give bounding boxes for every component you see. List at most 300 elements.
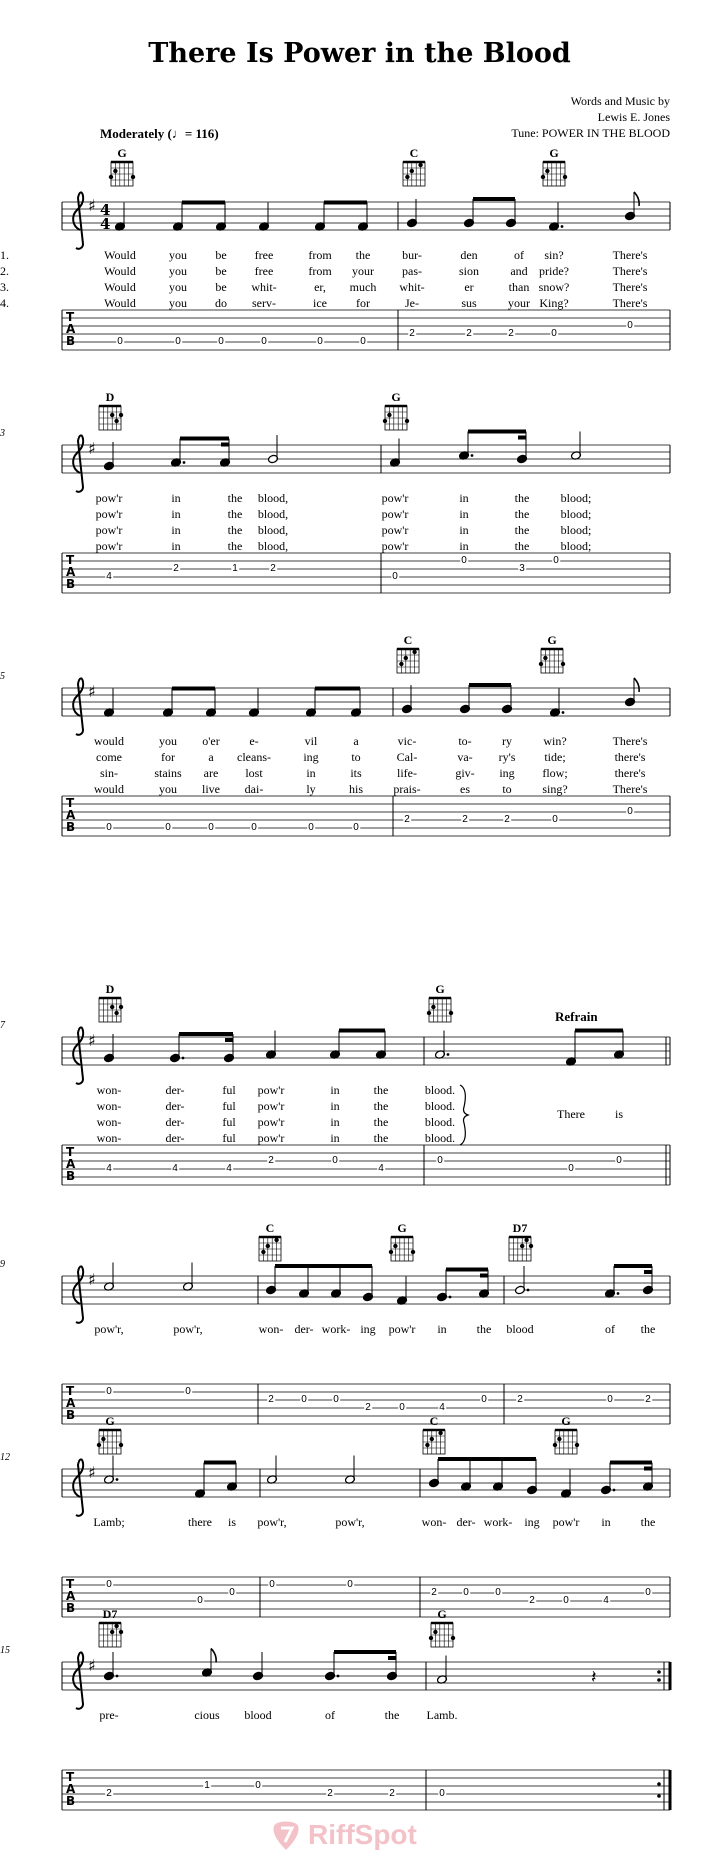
lyric-syllable: there's <box>614 750 646 764</box>
lyric-syllable: the <box>227 491 243 505</box>
lyric-syllable: the <box>227 523 243 537</box>
tab-fret-number: 2 <box>270 563 276 574</box>
lyric-syllable: ful <box>222 1115 236 1129</box>
lyric-syllable: There's <box>612 782 648 796</box>
lyric-syllable: of <box>514 248 524 262</box>
tab-fret-number: 2 <box>173 563 179 574</box>
tab-fret-number: 0 <box>551 328 557 339</box>
chord-finger-dot <box>520 1244 524 1248</box>
chord-finger-dot <box>274 1238 278 1242</box>
tab-label: B <box>66 820 76 834</box>
tab-fret-number: 0 <box>208 822 214 833</box>
lyric-syllable: pow'r <box>388 1322 416 1336</box>
chord-finger-dot <box>561 662 565 666</box>
lyric-syllable: won- <box>96 1131 122 1145</box>
chord-finger-dot <box>438 1431 442 1435</box>
lyric-syllable: would <box>94 734 124 748</box>
chord-finger-dot <box>399 662 403 666</box>
chord-finger-dot <box>543 656 547 660</box>
treble-clef-icon <box>73 435 83 491</box>
verse-number: 2. <box>0 264 9 278</box>
note-dot <box>183 461 186 464</box>
lyric-syllable: in <box>171 491 181 505</box>
lyric-syllable: from <box>308 264 332 278</box>
chord-name: G <box>397 1221 407 1235</box>
tab-fret-number: 2 <box>106 1788 112 1799</box>
time-signature-top: 4 <box>100 201 111 219</box>
lyric-syllable: ry's <box>498 750 516 764</box>
measure-number: 15 <box>0 1645 10 1656</box>
measure-number: 12 <box>0 1452 10 1463</box>
lyric-syllable: There's <box>612 264 648 278</box>
lyric-syllable: the <box>227 539 243 553</box>
lyric-syllable: ing <box>499 766 515 780</box>
lyric-syllable: in <box>459 507 469 521</box>
tab-label: A <box>66 1589 76 1603</box>
credit-line-2: Lewis E. Jones <box>597 110 670 124</box>
chord-finger-dot <box>131 175 135 179</box>
lyric-syllable: der- <box>165 1083 185 1097</box>
lyric-syllable: win? <box>543 734 567 748</box>
tab-label: A <box>66 1157 76 1171</box>
tab-fret-number: 0 <box>645 1587 651 1598</box>
lyric-syllable: There's <box>612 734 648 748</box>
chord-finger-dot <box>387 413 391 417</box>
chord-finger-dot <box>539 662 543 666</box>
chord-finger-dot <box>393 1244 397 1248</box>
lyric-syllable: you <box>169 264 187 278</box>
lyric-syllable: Cal- <box>396 750 418 764</box>
lyric-syllable: blood; <box>560 523 592 537</box>
lyric-syllable: pow'r <box>257 1099 285 1113</box>
lyric-syllable: in <box>330 1083 340 1097</box>
lyric-syllable: be <box>215 264 227 278</box>
lyric-syllable: the <box>640 1322 656 1336</box>
key-signature-sharp: ♯ <box>88 1270 96 1289</box>
tab-fret-number: 0 <box>568 1163 574 1174</box>
tab-label: A <box>66 1396 76 1410</box>
lyric-syllable: would <box>94 782 124 796</box>
lyric-syllable: in <box>330 1131 340 1145</box>
chord-finger-dot <box>113 169 117 173</box>
tab-fret-number: 2 <box>529 1595 535 1606</box>
chord-finger-dot <box>114 1624 118 1628</box>
chord-finger-dot <box>119 1443 123 1447</box>
tab-label: A <box>66 565 76 579</box>
treble-clef-icon <box>73 1652 83 1708</box>
lyric-syllable: pre- <box>99 1708 119 1722</box>
treble-clef-icon <box>73 192 83 248</box>
repeat-dot <box>657 1782 661 1786</box>
lyric-syllable: e- <box>249 734 259 748</box>
note-flag <box>634 192 639 206</box>
lyric-syllable: pow'r <box>381 507 409 521</box>
tab-fret-number: 2 <box>409 328 415 339</box>
tempo-bpm: = 116 <box>184 126 215 141</box>
chord-name: G <box>437 1607 447 1621</box>
lyric-syllable: pow'r <box>95 491 123 505</box>
lyric-syllable: in <box>171 539 181 553</box>
note-dot <box>562 711 565 714</box>
tab-fret-number: 0 <box>461 555 467 566</box>
lyric-syllable: pow'r <box>95 539 123 553</box>
note-dot <box>527 1289 530 1292</box>
chord-finger-dot <box>575 1443 579 1447</box>
note-dot <box>613 1489 616 1492</box>
lyric-syllable: cleans- <box>237 750 271 764</box>
tab-fret-number: 2 <box>431 1587 437 1598</box>
lyric-syllable: in <box>601 1515 611 1529</box>
chord-finger-dot <box>412 650 416 654</box>
lyric-syllable: pow'r <box>552 1515 580 1529</box>
lyric-syllable: in <box>459 539 469 553</box>
measure-number: 5 <box>0 671 5 682</box>
key-signature-sharp: ♯ <box>88 439 96 458</box>
lyric-syllable: be <box>215 248 227 262</box>
lyric-syllable: the <box>514 523 530 537</box>
tab-fret-number: 0 <box>353 822 359 833</box>
lyric-syllable: whit- <box>251 280 277 294</box>
lyric-syllable: blood. <box>424 1115 456 1129</box>
lyric-syllable: Je- <box>405 296 419 310</box>
tab-fret-number: 0 <box>360 336 366 347</box>
lyric-syllable: Would <box>104 264 136 278</box>
chord-name: G <box>561 1414 571 1428</box>
chord-finger-dot <box>114 419 118 423</box>
measure-number: 3 <box>0 428 5 439</box>
lyric-syllable: pow'r, <box>94 1322 124 1336</box>
tab-fret-number: 0 <box>332 1155 338 1166</box>
tab-fret-number: 0 <box>481 1394 487 1405</box>
lyric-syllable: Would <box>104 280 136 294</box>
lyric-syllable: dai- <box>244 782 264 796</box>
tab-fret-number: 2 <box>389 1788 395 1799</box>
chord-finger-dot <box>110 413 114 417</box>
chord-name: C <box>265 1221 275 1235</box>
lyric-syllable: flow; <box>542 766 568 780</box>
lyric-syllable: King? <box>539 296 569 310</box>
lyric-syllable: tide; <box>544 750 566 764</box>
lyric-syllable: life- <box>397 766 417 780</box>
note-dot <box>116 1675 119 1678</box>
tab-fret-number: 2 <box>404 814 410 825</box>
lyric-syllable: er, <box>314 280 326 294</box>
lyric-syllable: There's <box>612 296 648 310</box>
lyric-syllable: pow'r, <box>335 1515 365 1529</box>
lyric-syllable: ful <box>222 1131 236 1145</box>
tab-fret-number: 0 <box>552 814 558 825</box>
key-signature-sharp: ♯ <box>88 196 96 215</box>
chord-name: G <box>391 390 401 404</box>
lyric-syllable: va- <box>457 750 473 764</box>
chord-finger-dot <box>529 1244 533 1248</box>
tab-fret-number: 0 <box>563 1595 569 1606</box>
tab-fret-number: 4 <box>106 1163 112 1174</box>
lyric-syllable: is <box>614 1107 624 1121</box>
tab-fret-number: 0 <box>106 1579 112 1590</box>
chord-finger-dot <box>524 1238 528 1242</box>
lyric-syllable: stains <box>154 766 182 780</box>
lyric-syllable: is <box>227 1515 237 1529</box>
note-flag <box>211 1649 216 1663</box>
lyric-syllable: ing <box>524 1515 540 1529</box>
tab-fret-number: 3 <box>519 563 525 574</box>
lyric-syllable: the <box>227 507 243 521</box>
lyric-syllable: pow'r <box>257 1131 285 1145</box>
lyric-syllable: er <box>464 280 474 294</box>
lyric-syllable: the <box>514 507 530 521</box>
lyric-syllable: free <box>254 264 274 278</box>
lyric-syllable: a <box>353 734 359 748</box>
chord-name: D <box>105 390 115 404</box>
lyric-syllable: you <box>159 734 177 748</box>
lyric-syllable: sin? <box>544 248 564 262</box>
lyric-syllable: pas- <box>402 264 422 278</box>
lyric-syllable: Would <box>104 248 136 262</box>
lyric-syllable: lost <box>245 766 263 780</box>
tab-label: T <box>66 553 75 567</box>
lyric-syllable: won- <box>96 1099 122 1113</box>
lyric-syllable: der- <box>165 1115 185 1129</box>
lyric-syllable: bur- <box>402 248 422 262</box>
chord-finger-dot <box>449 1011 453 1015</box>
tab-fret-number: 2 <box>268 1155 274 1166</box>
lyric-syllable: in <box>459 523 469 537</box>
lyric-syllable: you <box>159 782 177 796</box>
lyric-syllable: ful <box>222 1099 236 1113</box>
chord-finger-dot <box>418 163 422 167</box>
tempo-label: Moderately <box>100 126 165 141</box>
tab-fret-number: 1 <box>232 563 238 574</box>
verse-number: 1. <box>0 248 9 262</box>
lyric-syllable: the <box>373 1083 389 1097</box>
key-signature-sharp: ♯ <box>88 1031 96 1050</box>
lyric-syllable: pow'r, <box>257 1515 287 1529</box>
chord-finger-dot <box>266 1244 270 1248</box>
riffspot-logo <box>270 1818 417 1852</box>
lyric-syllable: won- <box>421 1515 447 1529</box>
guitar-pick-icon <box>270 1818 302 1852</box>
tab-fret-number: 0 <box>106 822 112 833</box>
lyric-syllable: sion <box>458 264 480 278</box>
lyric-syllable: are <box>203 766 219 780</box>
lyric-syllable: Would <box>104 296 136 310</box>
tab-label: B <box>66 1601 76 1615</box>
lyric-syllable: den <box>460 248 478 262</box>
tab-label: B <box>66 577 76 591</box>
tab-label: T <box>66 1145 75 1159</box>
chord-finger-dot <box>114 1011 118 1015</box>
lyric-syllable: live <box>202 782 220 796</box>
tab-fret-number: 0 <box>269 1579 275 1590</box>
tab-fret-number: 2 <box>517 1394 523 1405</box>
lyric-syllable: won- <box>258 1322 284 1336</box>
chord-finger-dot <box>101 1437 105 1441</box>
measure-number: 9 <box>0 1259 5 1270</box>
lyric-syllable: blood, <box>257 523 289 537</box>
lyric-syllable: to- <box>458 734 472 748</box>
lyric-syllable: to <box>351 750 361 764</box>
chord-finger-dot <box>410 169 414 173</box>
chord-finger-dot <box>261 1250 265 1254</box>
chord-name: C <box>429 1414 439 1428</box>
lyric-syllable: ing <box>303 750 319 764</box>
lyric-syllable: in <box>306 766 316 780</box>
time-signature-bottom: 4 <box>100 215 111 233</box>
tab-label: T <box>66 796 75 810</box>
lyric-syllable: the <box>640 1515 656 1529</box>
lyric-syllable: do <box>215 296 227 310</box>
lyric-syllable: blood <box>506 1322 534 1336</box>
chord-name: G <box>549 146 559 160</box>
lyric-syllable: the <box>476 1322 492 1336</box>
lyric-syllable: giv- <box>455 766 475 780</box>
chord-name: D7 <box>512 1221 528 1235</box>
lyric-syllable: in <box>437 1322 447 1336</box>
refrain-label: Refrain <box>555 1009 598 1024</box>
tab-fret-number: 1 <box>204 1780 210 1791</box>
tab-fret-number: 0 <box>437 1155 443 1166</box>
lyric-syllable: ful <box>222 1083 236 1097</box>
lyric-syllable: your <box>508 296 530 310</box>
lyric-syllable: won- <box>96 1115 122 1129</box>
song-title: There Is Power in the Blood <box>148 38 571 69</box>
lyric-syllable: in <box>330 1099 340 1113</box>
key-signature-sharp: ♯ <box>88 682 96 701</box>
tab-fret-number: 4 <box>106 571 112 582</box>
chord-finger-dot <box>404 656 408 660</box>
lyric-syllable: vil <box>304 734 318 748</box>
lyric-syllable: der- <box>165 1131 185 1145</box>
tab-fret-number: 4 <box>439 1402 445 1413</box>
chord-name: C <box>409 146 419 160</box>
lyric-syllable: blood; <box>560 539 592 553</box>
lyric-syllable: der- <box>165 1099 185 1113</box>
quarter-note-icon: ♩ <box>171 126 185 141</box>
verse-number: 4. <box>0 296 9 310</box>
lyric-syllable: the <box>514 491 530 505</box>
tab-label: A <box>66 808 76 822</box>
logo-text: RiffSpot <box>308 1819 417 1850</box>
tab-fret-number: 4 <box>378 1163 384 1174</box>
chord-name: G <box>435 982 445 996</box>
tab-fret-number: 0 <box>251 822 257 833</box>
lyric-syllable: there's <box>614 766 646 780</box>
chord-finger-dot <box>383 419 387 423</box>
tab-fret-number: 0 <box>165 822 171 833</box>
lyric-syllable: serv- <box>252 296 276 310</box>
lyric-syllable: the <box>384 1708 400 1722</box>
treble-clef-icon <box>73 678 83 734</box>
tab-label: T <box>66 1577 75 1591</box>
tab-fret-number: 0 <box>308 822 314 833</box>
chord-finger-dot <box>431 1005 435 1009</box>
tab-fret-number: 2 <box>508 328 514 339</box>
tab-fret-number: 2 <box>365 1402 371 1413</box>
tab-label: B <box>66 1408 76 1422</box>
lyric-syllable: for <box>356 296 370 310</box>
tab-fret-number: 0 <box>399 1402 405 1413</box>
credit-line-3: Tune: POWER IN THE BLOOD <box>511 126 670 140</box>
chord-finger-dot <box>545 169 549 173</box>
treble-clef-icon <box>73 1459 83 1515</box>
tab-fret-number: 0 <box>553 555 559 566</box>
chord-name: D <box>105 982 115 996</box>
note-dot <box>116 1478 119 1481</box>
note-dot <box>182 1057 185 1060</box>
lyric-syllable: pow'r <box>381 523 409 537</box>
lyric-syllable: be <box>215 280 227 294</box>
tab-fret-number: 0 <box>607 1394 613 1405</box>
lyric-syllable: blood, <box>257 539 289 553</box>
chord-finger-dot <box>451 1636 455 1640</box>
lyric-syllable: Lamb; <box>93 1515 125 1529</box>
key-signature-sharp: ♯ <box>88 1463 96 1482</box>
lyric-syllable: ing <box>360 1322 376 1336</box>
chord-finger-dot <box>433 1630 437 1634</box>
chord-name: G <box>105 1414 115 1428</box>
lyric-syllable: ry <box>502 734 512 748</box>
lyric-syllable: sus <box>461 296 477 310</box>
lyric-syllable: of <box>325 1708 335 1722</box>
lyric-syllable: ice <box>313 296 327 310</box>
tab-fret-number: 0 <box>197 1595 203 1606</box>
lyric-syllable: won- <box>96 1083 122 1097</box>
tab-fret-number: 0 <box>616 1155 622 1166</box>
tab-fret-number: 0 <box>392 571 398 582</box>
lyric-syllable: the <box>373 1099 389 1113</box>
note-dot <box>449 1296 452 1299</box>
tab-fret-number: 2 <box>504 814 510 825</box>
lyric-syllable: cious <box>194 1708 220 1722</box>
tab-label: T <box>66 1384 75 1398</box>
chord-finger-dot <box>109 175 113 179</box>
chord-finger-dot <box>119 1630 123 1634</box>
lyric-syllable: pow'r <box>381 491 409 505</box>
lyric-syllable: blood. <box>424 1099 456 1113</box>
note-flag <box>634 678 639 692</box>
lyric-syllable: blood; <box>560 491 592 505</box>
lyric-syllable: free <box>254 248 274 262</box>
tab-label: A <box>66 1782 76 1796</box>
lyric-syllable: o'er <box>202 734 220 748</box>
lyric-syllable: in <box>171 507 181 521</box>
tab-fret-number: 0 <box>218 336 224 347</box>
tab-fret-number: 4 <box>603 1595 609 1606</box>
tab-fret-number: 2 <box>462 814 468 825</box>
lyric-syllable: you <box>169 296 187 310</box>
lyric-syllable: for <box>161 750 175 764</box>
tab-fret-number: 0 <box>627 806 633 817</box>
measure-number: 7 <box>0 1020 5 1031</box>
tab-fret-number: 0 <box>463 1587 469 1598</box>
chord-finger-dot <box>427 1011 431 1015</box>
lyric-syllable: your <box>352 264 374 278</box>
chord-finger-dot <box>405 419 409 423</box>
lyric-syllable: There's <box>612 280 648 294</box>
note-dot <box>561 225 564 228</box>
lyric-syllable: you <box>169 280 187 294</box>
lyric-syllable: whit- <box>399 280 425 294</box>
lyric-syllable: the <box>514 539 530 553</box>
chord-finger-dot <box>119 1005 123 1009</box>
chord-finger-dot <box>541 175 545 179</box>
chord-finger-dot <box>110 1630 114 1634</box>
lyric-syllable: there <box>188 1515 212 1529</box>
lyric-syllable: in <box>459 491 469 505</box>
lyric-syllable: sin- <box>100 766 118 780</box>
chord-finger-dot <box>97 1443 101 1447</box>
